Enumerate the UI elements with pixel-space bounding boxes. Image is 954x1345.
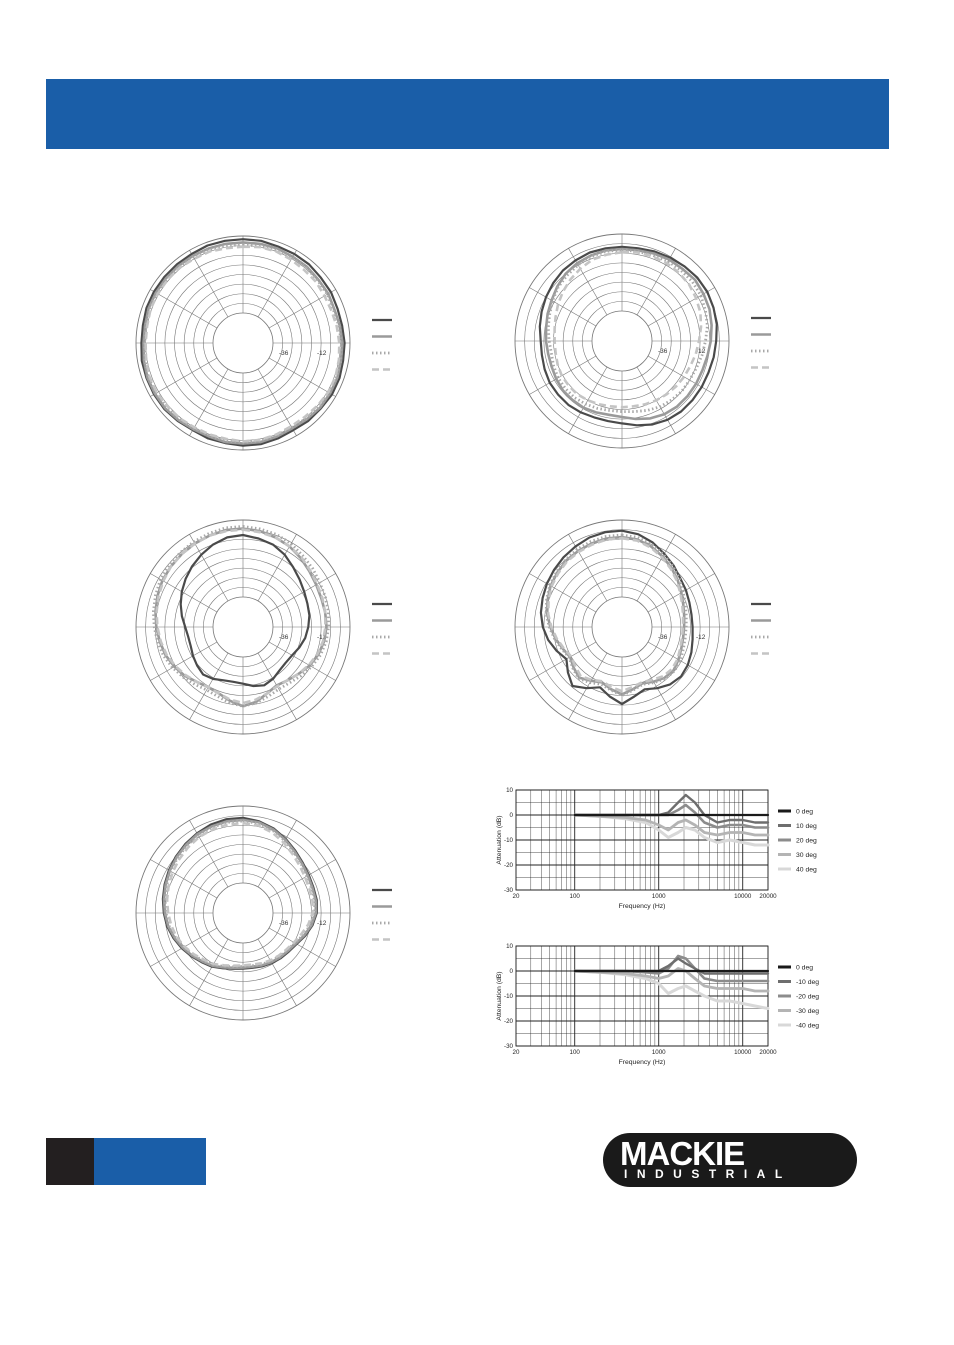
freq-legend-label-3: 20 deg — [796, 837, 817, 845]
freq-x-tick-label: 20 — [512, 893, 520, 900]
freq-x-tick-label: 1000 — [651, 1049, 666, 1056]
freq-x-tick-label: 20 — [512, 1049, 520, 1056]
polar-ring-label: -36 — [279, 920, 289, 927]
freq-y-tick-label: -20 — [504, 1018, 513, 1026]
polar-inner-ring — [592, 311, 652, 371]
polar-chart-3 — [135, 519, 495, 741]
polar-chart-1 — [135, 235, 495, 457]
freq-x-tick-label: 10000 — [734, 1049, 752, 1056]
freq-legend-label-4: 30 deg — [796, 851, 817, 859]
polar-ring-label: -12 — [696, 348, 706, 355]
freq-y-tick-label: -30 — [504, 887, 513, 895]
polar-chart-2 — [514, 233, 874, 455]
footer-blue-block — [94, 1138, 206, 1185]
header-band — [46, 79, 889, 149]
freq-legend-label-2: -10 deg — [796, 978, 820, 986]
frequency-chart-1 — [486, 785, 836, 913]
polar-chart-5 — [135, 805, 495, 1027]
freq-y-axis-label: Attenuation (dB) — [496, 815, 503, 865]
freq-x-tick-label: 100 — [569, 1049, 580, 1056]
freq-x-axis-label: Frequency (Hz) — [618, 1059, 666, 1066]
polar-chart-4 — [514, 519, 874, 741]
freq-y-tick-label: -30 — [504, 1043, 513, 1051]
freq-y-tick-label: -20 — [504, 862, 513, 870]
polar-inner-ring — [213, 313, 273, 373]
freq-y-tick-label: -10 — [504, 993, 513, 1001]
freq-legend-label-5: -40 deg — [796, 1022, 820, 1030]
freq-x-tick-label: 20000 — [759, 893, 777, 900]
freq-x-tick-label: 1000 — [651, 893, 666, 900]
logo-subtitle: INDUSTRIAL — [624, 1167, 792, 1181]
polar-ring-label: -36 — [279, 350, 289, 357]
polar-inner-ring — [592, 597, 652, 657]
polar-ring-label: -36 — [658, 348, 668, 355]
polar-ring-label: -12 — [317, 350, 327, 357]
freq-x-axis-label: Frequency (Hz) — [618, 903, 666, 910]
mackie-industrial-logo — [602, 1132, 858, 1188]
freq-legend-label-1: 0 deg — [796, 808, 814, 816]
frequency-chart-2 — [486, 941, 836, 1069]
freq-x-tick-label: 10000 — [734, 893, 752, 900]
polar-inner-ring — [213, 883, 273, 943]
freq-x-tick-label: 100 — [569, 893, 580, 900]
freq-y-tick-label: -10 — [504, 837, 513, 845]
polar-ring-label: -12 — [317, 920, 327, 927]
logo-wordmark: MACKIE — [620, 1135, 745, 1172]
freq-legend-label-1: 0 deg — [796, 964, 814, 972]
freq-y-tick-label: 0 — [509, 968, 513, 976]
freq-legend-label-4: -30 deg — [796, 1007, 820, 1015]
freq-legend-label-3: -20 deg — [796, 993, 820, 1001]
polar-inner-ring — [213, 597, 273, 657]
freq-y-tick-label: 10 — [506, 943, 513, 951]
freq-legend-label-5: 40 deg — [796, 866, 817, 874]
freq-y-tick-label: 10 — [506, 787, 513, 795]
freq-y-axis-label: Attenuation (dB) — [496, 971, 503, 1021]
freq-y-tick-label: 0 — [509, 812, 513, 820]
polar-ring-label: -36 — [279, 634, 289, 641]
footer-dark-block — [46, 1138, 94, 1185]
polar-ring-label: -12 — [317, 634, 327, 641]
freq-x-tick-label: 20000 — [759, 1049, 777, 1056]
freq-legend-label-2: 10 deg — [796, 822, 817, 830]
polar-ring-label: -36 — [658, 634, 668, 641]
polar-ring-label: -12 — [696, 634, 706, 641]
